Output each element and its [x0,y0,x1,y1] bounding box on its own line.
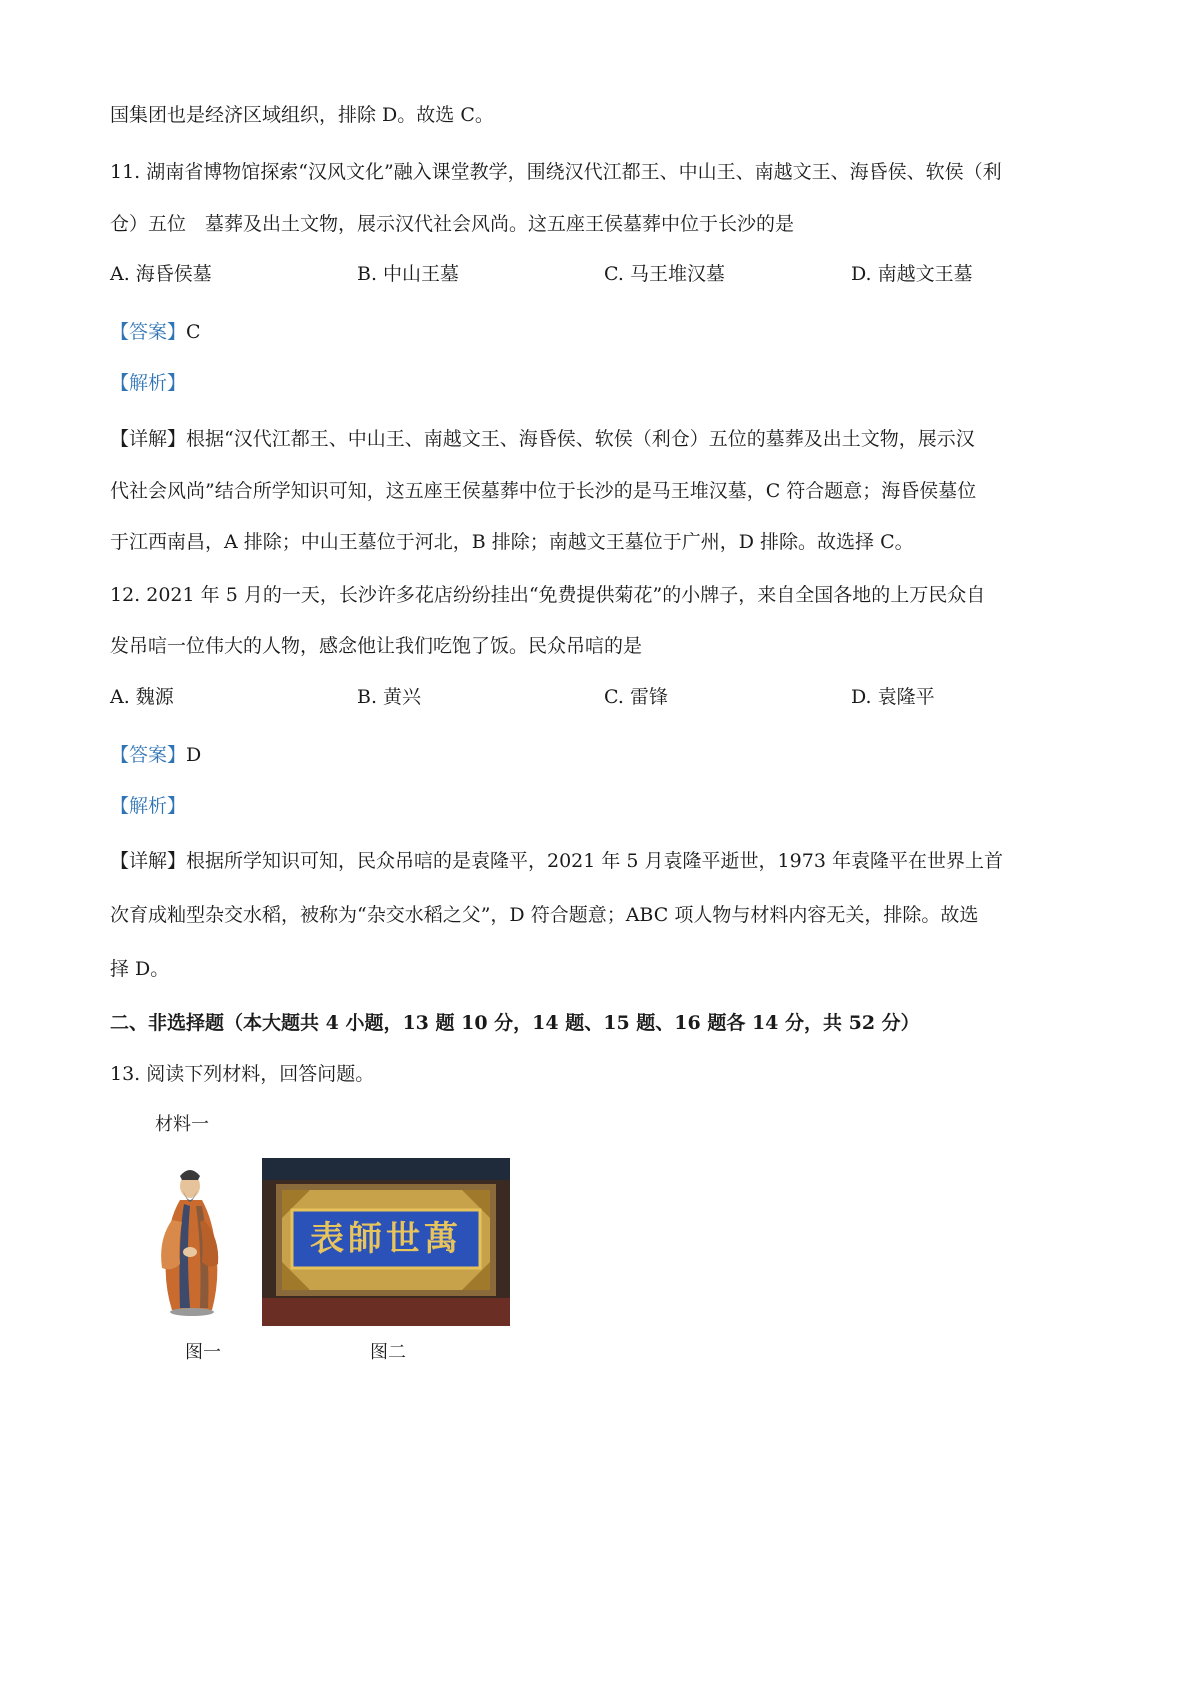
q13-stem: 13. 阅读下列材料，回答问题。 [110,1063,375,1085]
continued-text: 国集团也是经济区域组织，排除 D。故选 C。 [110,104,494,126]
q12-detail-line-3: 择 D。 [110,958,170,980]
q12-analysis-tag: 【解析】 [110,795,187,817]
figure-1-caption: 图一 [185,1342,221,1363]
q12-detail-line-1: 【详解】根据所学知识可知，民众吊唁的是袁隆平，2021 年 5 月袁隆平逝世，1973 年袁隆平在世界上首 [110,850,1003,872]
q11-option-a: A. 海昏侯墓 [110,263,212,285]
q11-detail-line-2: 代社会风尚”结合所学知识可知，这五座王侯墓葬中位于长沙的是马王堆汉墓，C 符合题意；海昏侯墓位 [110,480,977,502]
q11-option-b: B. 中山王墓 [357,263,460,285]
q11-option-c: C. 马王堆汉墓 [604,263,725,285]
q11-analysis-tag: 【解析】 [110,372,187,394]
q12-stem-line-2: 发吊唁一位伟大的人物，感念他让我们吃饱了饭。民众吊唁的是 [110,635,643,657]
q11-detail-line-1: 【详解】根据“汉代江都王、中山王、南越文王、海昏侯、软侯（利仓）五位的墓葬及出土文物，展示汉 [110,428,975,450]
section-2-heading: 二、非选择题（本大题共 4 小题，13 题 10 分，14 题、15 题、16 题各 14 分，共 52 分） [110,1012,920,1034]
q12-detail-line-2: 次育成籼型杂交水稻，被称为“杂交水稻之父”，D 符合题意；ABC 项人物与材料内容无关，排除。故选 [110,904,979,926]
q11-stem-line-2: 仓）五位 墓葬及出土文物，展示汉代社会风尚。这五座王侯墓葬中位于长沙的是 [110,213,795,235]
figure-1-confucius-image [150,1160,235,1320]
material-label: 材料一 [155,1114,209,1135]
q12-answer-line [110,743,201,767]
plaque-inscription: 萬世師表 [310,1219,462,1259]
figure-2-plaque-image [262,1158,510,1326]
figure-2-caption: 图二 [370,1342,406,1363]
answer-value: D [186,744,202,766]
answer-tag: 【答案】 [110,744,187,766]
q11-detail-line-3: 于江西南昌，A 排除；中山王墓位于河北，B 排除；南越文王墓位于广州，D 排除。故选择 C。 [110,531,914,553]
q12-stem-line-1: 12. 2021 年 5 月的一天，长沙许多花店纷纷挂出“免费提供菊花”的小牌子，来自全国各地的上万民众自 [110,584,986,606]
q11-stem-line-1: 11. 湖南省博物馆探索“汉风文化”融入课堂教学，围绕汉代江都王、中山王、南越文王、海昏侯、软侯（利 [110,161,1002,183]
answer-value: C [186,321,201,343]
answer-tag: 【答案】 [110,321,187,343]
q12-option-c: C. 雷锋 [604,686,668,708]
q11-answer-line [110,320,201,344]
q12-option-b: B. 黄兴 [357,686,422,708]
q11-option-d: D. 南越文王墓 [851,263,973,285]
q12-option-d: D. 袁隆平 [851,686,935,708]
q12-option-a: A. 魏源 [110,686,174,708]
